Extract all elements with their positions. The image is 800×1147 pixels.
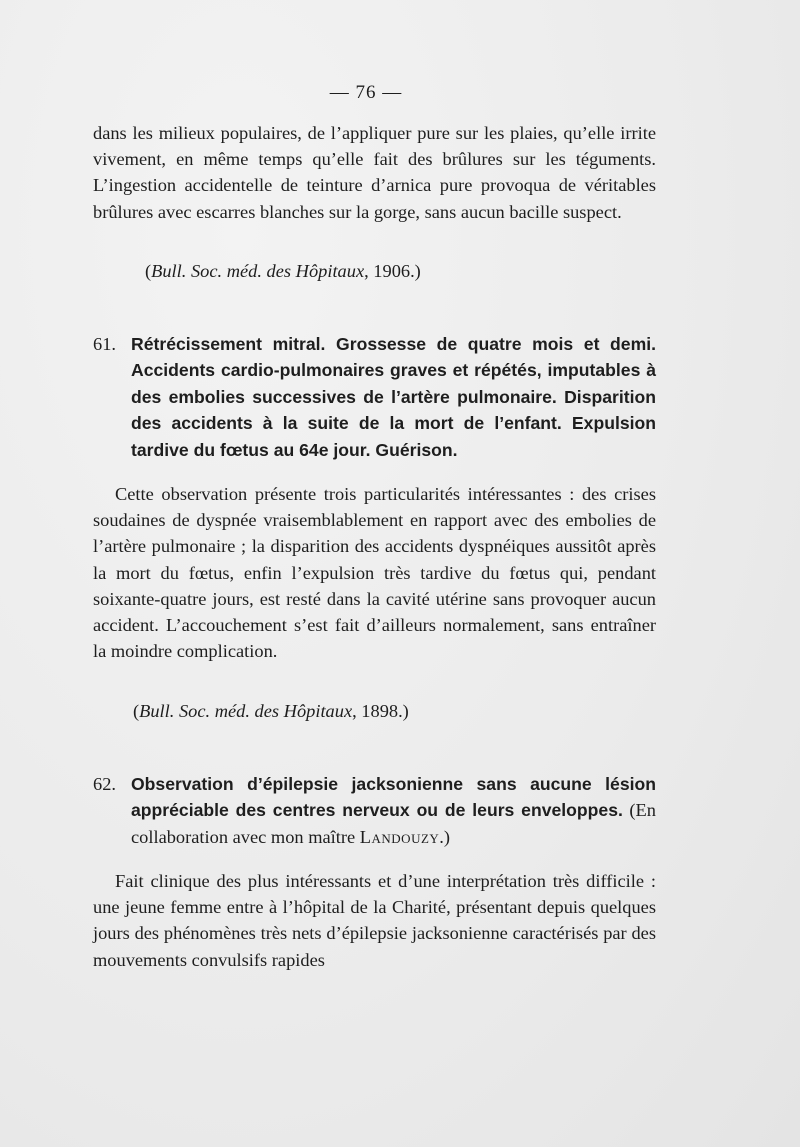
citation-journal: Bull. Soc. méd. des Hôpitaux — [139, 701, 353, 721]
page-number: — 76 — — [329, 82, 403, 103]
section-61-title: Rétrécissement mitral. Grossesse de quatre mois et demi. Accidents cardio-pulmonaires graves et répétés, imputables à des embolies successives de l’artère pulmonaire. Disparition des accidents à la suite de la mort de l’enfant. Expulsion tardive du fœtus au 64e jour. Guérison. — [131, 334, 656, 460]
citation-year: , 1906.) — [364, 261, 421, 281]
citation-open: ( — [145, 261, 152, 281]
citation-1906 — [145, 258, 421, 284]
citation-1898 — [133, 698, 409, 724]
citation-year: , 1898.) — [352, 701, 409, 721]
section-62-heading — [93, 771, 656, 850]
paragraph-continuation: dans les milieux populaires, de l’appliquer pure sur les plaies, qu’elle irrite vivement, en même temps qu’elle fait des brûlures sur les téguments. L’ingestion accidentelle de teinture d’arnica pure provoqua de véritables brûlures avec escarres blanches sur la gorge, sans aucun bacille suspect. — [93, 123, 656, 222]
citation-open: ( — [133, 701, 140, 721]
section-62-note-name: Landouzy — [359, 826, 440, 847]
section-62-number: 62. — [93, 774, 116, 794]
citation-journal: Bull. Soc. méd. des Hôpitaux — [151, 261, 365, 281]
section-61-number: 61. — [93, 334, 116, 354]
section-62-note-open: (En collaboration avec mon maître — [131, 800, 656, 847]
section-62-title: Observation d’épilepsie jacksonienne sans aucune lésion appréciable des centres nerveux ou de leurs enveloppes. — [131, 774, 656, 821]
section-62-paragraph: Fait clinique des plus intéressants et d’une interprétation très difficile : une jeune femme entre à l’hôpital de la Charité, présentant depuis quelques jours des phénomènes très nets d’épilepsie jacksonienne caractérisés par des mouvements convulsifs rapides — [93, 871, 656, 970]
section-61-paragraph: Cette observation présente trois particularités intéressantes : des crises soudaines de dyspnée vraisemblablement en rapport avec des embolies de l’artère pulmonaire ; la disparition des accidents dyspnéiques aussitôt après la mort du fœtus, enfin l’expulsion très tardive du fœtus qui, pendant soixante-quatre jours, est resté dans la cavité utérine sans provoquer aucun accident. L’accouchement s’est fait d’ailleurs normalement, sans entraîner la moindre complication. — [93, 484, 656, 662]
section-62-note-close: .) — [439, 826, 451, 847]
section-62-title-block — [93, 771, 656, 850]
section-61-heading — [93, 331, 656, 463]
